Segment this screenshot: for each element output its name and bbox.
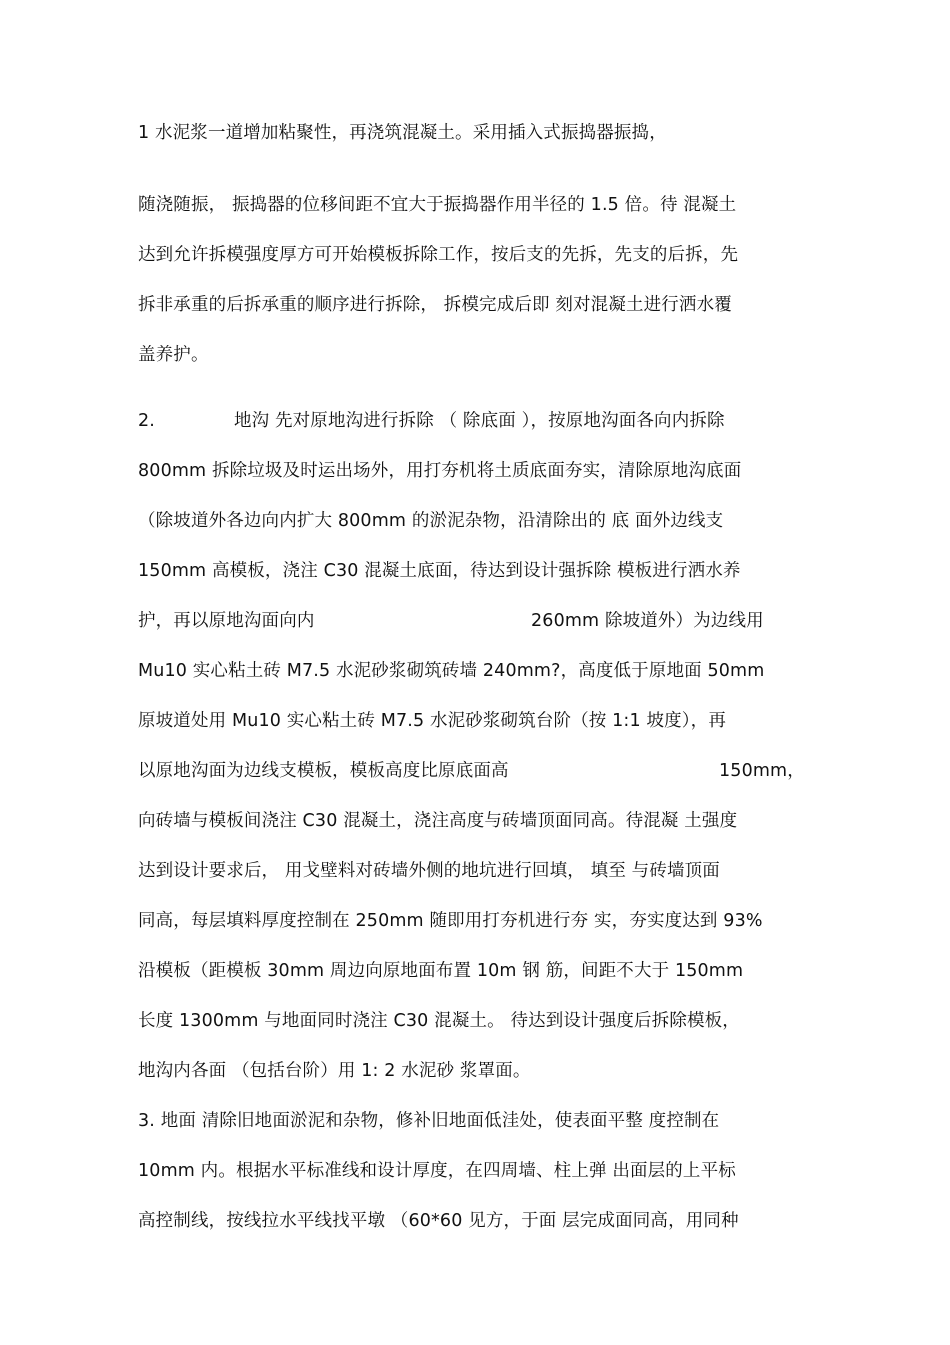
text-line-content: 盖养护。 <box>138 345 209 365</box>
text-line <box>138 121 818 145</box>
text-line <box>138 243 818 267</box>
text-line <box>138 959 818 983</box>
text-line <box>138 193 818 217</box>
text-line-content: 达到允许拆模强度厚方可开始模板拆除工作，按后支的先拆，先支的后拆，先 <box>138 245 739 265</box>
text-line <box>138 709 818 733</box>
text-line <box>138 859 818 883</box>
text-line-content: 拆非承重的后拆承重的顺序进行拆除， 拆模完成后即 刻对混凝土进行洒水覆 <box>138 295 732 315</box>
text-line-content: 1 水泥浆一道增加粘聚性，再浇筑混凝土。采用插入式振捣器振捣， <box>138 123 667 143</box>
text-line-content: 地沟内各面 （包括台阶）用 1: 2 水泥砂 浆罩面。 <box>138 1061 531 1081</box>
text-line-content: 沿模板（距模板 30mm 周边向原地面布置 10m 钢 筋，间距不大于 150mm <box>138 961 744 981</box>
text-line-content: 150mm， <box>719 761 805 781</box>
text-line <box>138 293 818 317</box>
text-line <box>138 559 818 583</box>
text-line-content: 同高，每层填料厚度控制在 250mm 随即用打夯机进行夯 实，夯实度达到 93% <box>138 911 763 931</box>
text-line <box>138 909 818 933</box>
text-line <box>138 1059 818 1083</box>
section-number: 2. <box>138 411 155 431</box>
text-line <box>138 1209 818 1233</box>
text-line-content: 10mm 内。根据水平标准线和设计厚度，在四周墙、柱上弹 出面层的上平标 <box>138 1161 736 1181</box>
text-line-content: （除坡道外各边向内扩大 800mm 的淤泥杂物，沿清除出的 底 面外边线支 <box>138 511 724 531</box>
text-line-content: 800mm 拆除垃圾及时运出场外，用打夯机将土质底面夯实，清除原地沟底面 <box>138 461 742 481</box>
text-line-content: 随浇随振， 振捣器的位移间距不宜大于振捣器作用半径的 1.5 倍。待 混凝土 <box>138 195 737 215</box>
text-line-content: 护，再以原地沟面向内 <box>138 611 315 631</box>
text-line <box>138 509 818 533</box>
text-line <box>138 343 818 367</box>
text-line-content: 150mm 高模板，浇注 C30 混凝土底面，待达到设计强拆除 模板进行洒水养 <box>138 561 741 581</box>
text-line <box>138 659 818 683</box>
text-line-content: 向砖墙与模板间浇注 C30 混凝土，浇注高度与砖墙顶面同高。待混凝 土强度 <box>138 811 738 831</box>
text-line <box>138 1109 818 1133</box>
text-line-content: 260mm 除坡道外）为边线用 <box>531 611 764 631</box>
text-line-content: 达到设计要求后， 用戈壁料对砖墙外侧的地坑进行回填， 填至 与砖墙顶面 <box>138 861 720 881</box>
text-line-content: 地沟 先对原地沟进行拆除 （ 除底面 ），按原地沟面各向内拆除 <box>234 411 725 431</box>
text-line <box>138 809 818 833</box>
text-line-content: 高控制线，按线拉水平线找平墩 （60*60 见方，于面 层完成面同高，用同种 <box>138 1211 739 1231</box>
text-line-content: 以原地沟面为边线支模板，模板高度比原底面高 <box>138 761 509 781</box>
text-line <box>138 1159 818 1183</box>
text-line-content: 原坡道处用 Mu10 实心粘土砖 M7.5 水泥砂浆砌筑台阶（按 1:1 坡度），再 <box>138 711 726 731</box>
text-line-content: 长度 1300mm 与地面同时浇注 C30 混凝土。 待达到设计强度后拆除模板， <box>138 1011 740 1031</box>
text-line <box>138 1009 818 1033</box>
text-line-content: 3. 地面 清除旧地面淤泥和杂物，修补旧地面低洼处，使表面平整 度控制在 <box>138 1111 720 1131</box>
text-line-content: Mu10 实心粘土砖 M7.5 水泥砂浆砌筑砖墙 240mm?，高度低于原地面 50mm <box>138 661 765 681</box>
text-line <box>138 459 818 483</box>
